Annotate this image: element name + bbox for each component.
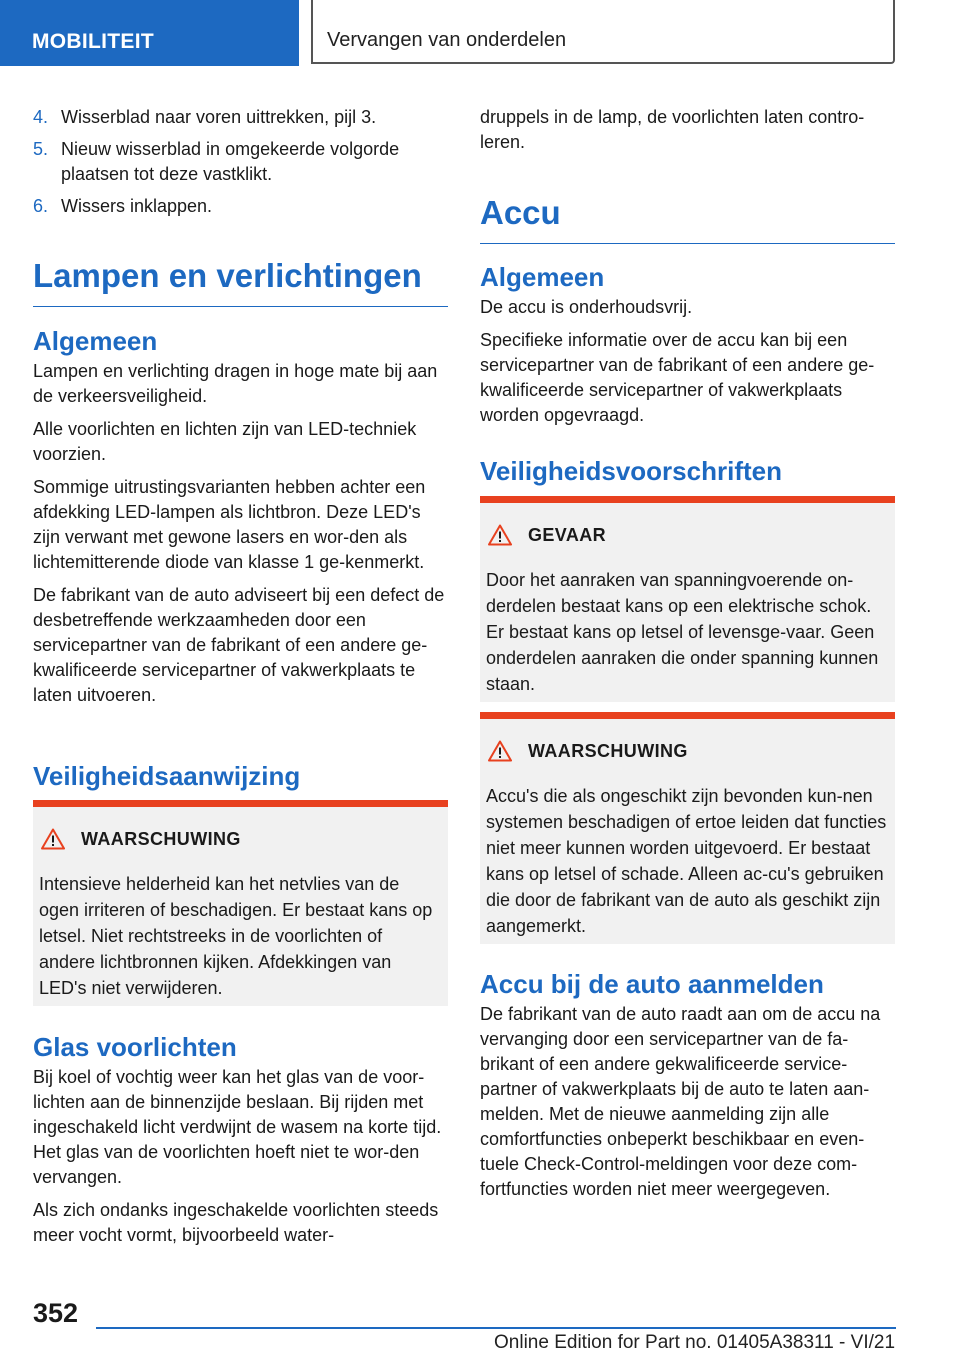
right-aanmelden-section: [480, 968, 895, 1210]
page-number: 352: [33, 1298, 79, 1328]
step-item: [33, 105, 448, 130]
danger-label: GEVAAR: [528, 524, 607, 545]
footer-edition: Online Edition for Part no. 01405A38311 - VI/21: [494, 1332, 896, 1353]
step-item: [33, 194, 448, 219]
heading-algemeen: Algemeen: [480, 262, 605, 292]
warning-title: [39, 807, 442, 871]
warning-label: WAARSCHUWING: [528, 740, 688, 761]
step-number: 5.: [33, 139, 49, 159]
heading-accu: Accu: [480, 193, 895, 244]
warning-text: Accu's die als ongeschikt zijn bevonden kun-nen systemen beschadigen of ertoe leiden dat functies niet meer kunnen worden uitgevoerd. Er bestaat kans op letsel of schade. Alleen ac-cu's gebruiken die door de fabrikant van de auto als geschikt zijn aangemerkt.: [486, 786, 887, 936]
page-header: [0, 0, 960, 66]
paragraph-continuation: druppels in de lamp, de voorlichten laten contro-leren.: [480, 107, 865, 152]
right-algemeen-section: [480, 261, 895, 436]
step-text: Wissers inklappen.: [61, 196, 213, 216]
step-number: 4.: [33, 107, 49, 127]
chapter-title: Vervangen van onderdelen: [311, 0, 895, 64]
danger-text: Door het aanraken van spanningvoerende on-derdelen bestaat kans op een elektrische schok. Er bestaat kans op letsel of levensge-vaar. Geen onderdelen aanraken die onder spanning kunnen staan.: [486, 570, 879, 694]
left-algemeen-section: [33, 325, 448, 716]
paragraph: Alle voorlichten en lichten zijn van LED-techniek voorzien.: [33, 419, 417, 464]
step-text: Wisserblad naar voren uittrekken, pijl 3.: [61, 107, 377, 127]
paragraph: Bij koel of vochtig weer kan het glas van de voor-lichten aan de binnenzijde beslaan. Bij rijden met ingeschakeld licht verdwijnt de wasem na korte tijd. Het glas van de voorlichten hoeft niet te wor-den vervangen.: [33, 1067, 442, 1187]
heading-veiligheidsaanwijzing: Veiligheidsaanwijzing: [33, 761, 301, 791]
paragraph: De fabrikant van de auto adviseert bij een defect de desbetreffende werkzaamheden door een servicepartner van de fabrikant of een andere ge-kwalificeerde servicepartner of vakwerkplaats te laten uitvoeren.: [33, 585, 445, 705]
step-item: [33, 137, 448, 187]
heading-veiligheidsvoorschriften: Veiligheidsvoorschriften: [480, 456, 782, 486]
warning-label: WAARSCHUWING: [81, 828, 241, 849]
paragraph: Sommige uitrustingsvarianten hebben achter een afdekking LED-lampen als lichtbron. Deze LED's zijn verwant met gewone lasers en wor-den als lichtemitterende diode van klasse 1 ge-kenmerkt.: [33, 477, 426, 572]
warning-title: [486, 719, 889, 783]
section-tab: MOBILITEIT: [0, 0, 299, 66]
danger-title: [486, 503, 889, 567]
warning-box: [480, 712, 895, 944]
heading-glas-voorlichten: Glas voorlichten: [33, 1032, 237, 1062]
paragraph: De fabrikant van de auto raadt aan om de accu na vervanging door een servicepartner van de fa-brikant of een andere gekwalificeerde service-partner of vakwerkplaats bij de auto te laten aan-melden. Met de nieuwe aanmelding zijn alle comfortfuncties onbeperkt beschikbaar en even-tuele Check-Control-meldingen voor deze com-fortfuncties worden niet meer weergegeven.: [480, 1004, 881, 1199]
left-column-steps: [33, 105, 448, 226]
step-text: Nieuw wisserblad in omgekeerde volgorde plaatsen tot deze vastklikt.: [61, 139, 400, 184]
warning-text: Intensieve helderheid kan het netvlies van de ogen irriteren of beschadigen. Er bestaat kans op letsel. Niet rechtstreeks in de voorlichten of andere lichtbronnen kijken. Afdekkingen van LED's niet verwijderen.: [39, 874, 433, 998]
warning-triangle-icon: [488, 524, 512, 546]
danger-box: [480, 496, 895, 702]
left-glas-section: [33, 1031, 448, 1256]
paragraph: De accu is onderhoudsvrij.: [480, 297, 693, 317]
warning-box: [33, 800, 448, 1006]
paragraph: Als zich ondanks ingeschakelde voorlichten steeds meer vocht vormt, bijvoorbeeld water-: [33, 1200, 439, 1245]
footer-divider: [96, 1327, 896, 1329]
paragraph: Lampen en verlichting dragen in hoge mate bij aan de verkeersveiligheid.: [33, 361, 438, 406]
paragraph: Specifieke informatie over de accu kan bij een servicepartner van de fabrikant of een andere ge-kwalificeerde servicepartner of vakwerkplaats worden opgevraagd.: [480, 330, 875, 425]
warning-triangle-icon: [488, 740, 512, 762]
heading-accu-aanmelden: Accu bij de auto aanmelden: [480, 969, 824, 999]
step-number: 6.: [33, 196, 49, 216]
warning-triangle-icon: [41, 828, 65, 850]
heading-lampen: Lampen en verlichtingen: [33, 256, 448, 307]
heading-algemeen: Algemeen: [33, 326, 158, 356]
